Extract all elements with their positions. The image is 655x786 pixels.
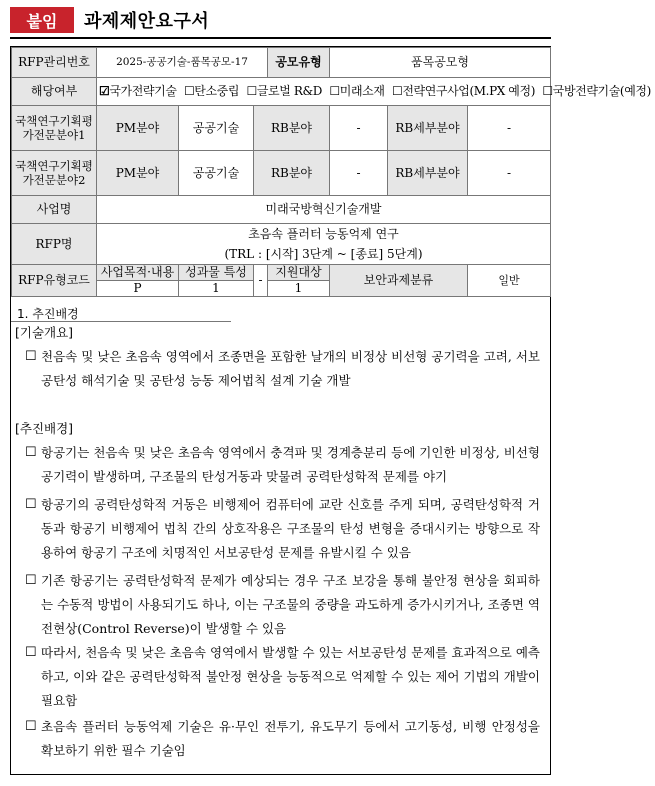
rfp-name: 초음속 플러터 능동억제 연구 <box>97 224 551 245</box>
checkbox-icon: ☐ <box>25 645 37 660</box>
background-item-2 <box>11 493 550 565</box>
rb-detail-value-2: - <box>468 151 551 196</box>
contest-type-label: 공모유형 <box>268 48 330 78</box>
pm-label: PM분야 <box>97 106 179 151</box>
rfp-trl: (TRL : [시작] 3단계 ~ [종료] 5단계) <box>97 245 551 265</box>
code-2: 1 <box>268 281 330 297</box>
rb-value-2: - <box>330 151 388 196</box>
row-type-code-head <box>12 265 551 281</box>
checkbox-strategic-research[interactable]: ☐전략연구사업(M.PX 예정) <box>391 84 535 98</box>
panel1-label: 국책연구기획평가전문분야1 <box>12 106 97 151</box>
header-divider <box>10 37 551 39</box>
background-item-1 <box>11 441 550 489</box>
row-applicable <box>12 78 551 106</box>
rb-detail-value: - <box>468 106 551 151</box>
rfp-name-label: RFP명 <box>12 224 97 265</box>
checkbox-global-rnd[interactable]: ☐글로벌 R&D <box>246 84 322 98</box>
row-rfp-no <box>12 48 551 78</box>
sub-result-label: 성과물 특성 <box>179 265 254 281</box>
checkbox-icon: ☐ <box>25 445 37 460</box>
contest-type-value: 품목공모형 <box>330 48 551 78</box>
attachment-badge: 붙임 <box>10 7 74 33</box>
rfp-no-value: 2025-공공기술-품목공모-17 <box>97 48 268 78</box>
checkbox-icon: ☐ <box>25 497 37 512</box>
pm-label-2: PM분야 <box>97 151 179 196</box>
rb-label: RB분야 <box>254 106 330 151</box>
rfp-no-label: RFP관리번호 <box>12 48 97 78</box>
checkbox-national-strategy[interactable]: ☑국가전략기술 <box>99 84 177 98</box>
panel2-label: 국책연구기획평가전문분야2 <box>12 151 97 196</box>
security-value: 일반 <box>468 265 551 297</box>
checkbox-carbon-neutral[interactable]: ☐탄소중립 <box>183 84 240 98</box>
background-text-1: 항공기는 천음속 및 낮은 초음속 영역에서 충격파 및 경계층분리 등에 기인한 비정상, 비선형 공기력이 발생하며, 구조물의 탄성거동과 맞물려 공력탄성학적 문제를 야기 <box>41 445 540 484</box>
overview-item <box>11 345 550 393</box>
background-title: [추진배경] <box>15 421 74 436</box>
background-text-4: 따라서, 천음속 및 낮은 초음속 영역에서 발생할 수 있는 서보공탄성 문제를 효과적으로 예측하고, 이와 같은 공력탄성학적 불안정 현상을 능동적으로 억제할 수 있는 제어 기법의 개발이 필요함 <box>41 645 540 708</box>
document-title: 과제제안요구서 <box>84 11 210 32</box>
code-dash: - <box>254 265 268 297</box>
project-name: 미래국방혁신기술개발 <box>97 196 551 224</box>
checkbox-future-materials[interactable]: ☐미래소재 <box>329 84 385 98</box>
project-label: 사업명 <box>12 196 97 224</box>
background-item-4 <box>11 641 550 713</box>
security-label: 보안과제분류 <box>330 265 468 297</box>
rb-detail-label: RB세부분야 <box>388 106 468 151</box>
background-text-3: 기존 항공기는 공력탄성학적 문제가 예상되는 경우 구조 보강을 통해 불안정 현상을 회피하는 수동적 방법이 사용되기도 하나, 이는 구조물의 중량을 과도하게 증가시키거나, 조종면 역전현상(Control Reverse)이 발생할 수 있음 <box>41 573 540 636</box>
row-panel2 <box>12 151 551 196</box>
section-title: 1. 추진배경 <box>11 306 231 322</box>
row-project <box>12 196 551 224</box>
document-frame <box>10 46 651 775</box>
row-rfp-name <box>12 224 551 245</box>
background-item-5 <box>11 715 550 763</box>
rfp-info-table <box>11 47 651 297</box>
type-code-label: RFP유형코드 <box>12 265 97 297</box>
document-header <box>10 6 551 34</box>
background-item-3 <box>11 569 550 641</box>
overview-text: 천음속 및 낮은 초음속 영역에서 조종면을 포함한 날개의 비정상 비선형 공기력을 고려, 서보공탄성 해석기술 및 공탄성 능동 제어법칙 설계 기술 개발 <box>41 349 540 388</box>
code-p: P <box>97 281 179 297</box>
applicable-checkboxes <box>97 78 651 106</box>
checkbox-icon: ☐ <box>25 573 37 588</box>
rb-value: - <box>330 106 388 151</box>
sub-target-label: 지원대상 <box>268 265 330 281</box>
rb-detail-label-2: RB세부분야 <box>388 151 468 196</box>
pm-value: 공공기술 <box>179 106 254 151</box>
pm-value-2: 공공기술 <box>179 151 254 196</box>
checkbox-icon: ☐ <box>25 349 37 364</box>
checkbox-defense-strategy[interactable]: ☐국방전략기술(예정) <box>542 84 651 98</box>
applicable-label: 해당여부 <box>12 78 97 106</box>
sub-purpose-label: 사업목적·내용 <box>97 265 179 281</box>
background-text-5: 초음속 플러터 능동억제 기술은 유·무인 전투기, 유도무기 등에서 고기동성, 비행 안정성을 확보하기 위한 필수 기술임 <box>41 719 540 758</box>
checkbox-icon: ☐ <box>25 719 37 734</box>
rb-label-2: RB분야 <box>254 151 330 196</box>
overview-title: [기술개요] <box>15 325 74 340</box>
row-panel1 <box>12 106 551 151</box>
background-text-2: 항공기의 공력탄성학적 거동은 비행제어 컴퓨터에 교란 신호를 주게 되며, 공력탄성학적 거동과 항공기 비행제어 법칙 간의 상호작용은 구조물의 탄성 변형을 증대시키는 방향으로 작용하여 항공기 구조에 치명적인 서보공탄성 문제를 유발시킬 수 있음 <box>41 497 540 560</box>
code-1: 1 <box>179 281 254 297</box>
body-area <box>11 306 550 763</box>
